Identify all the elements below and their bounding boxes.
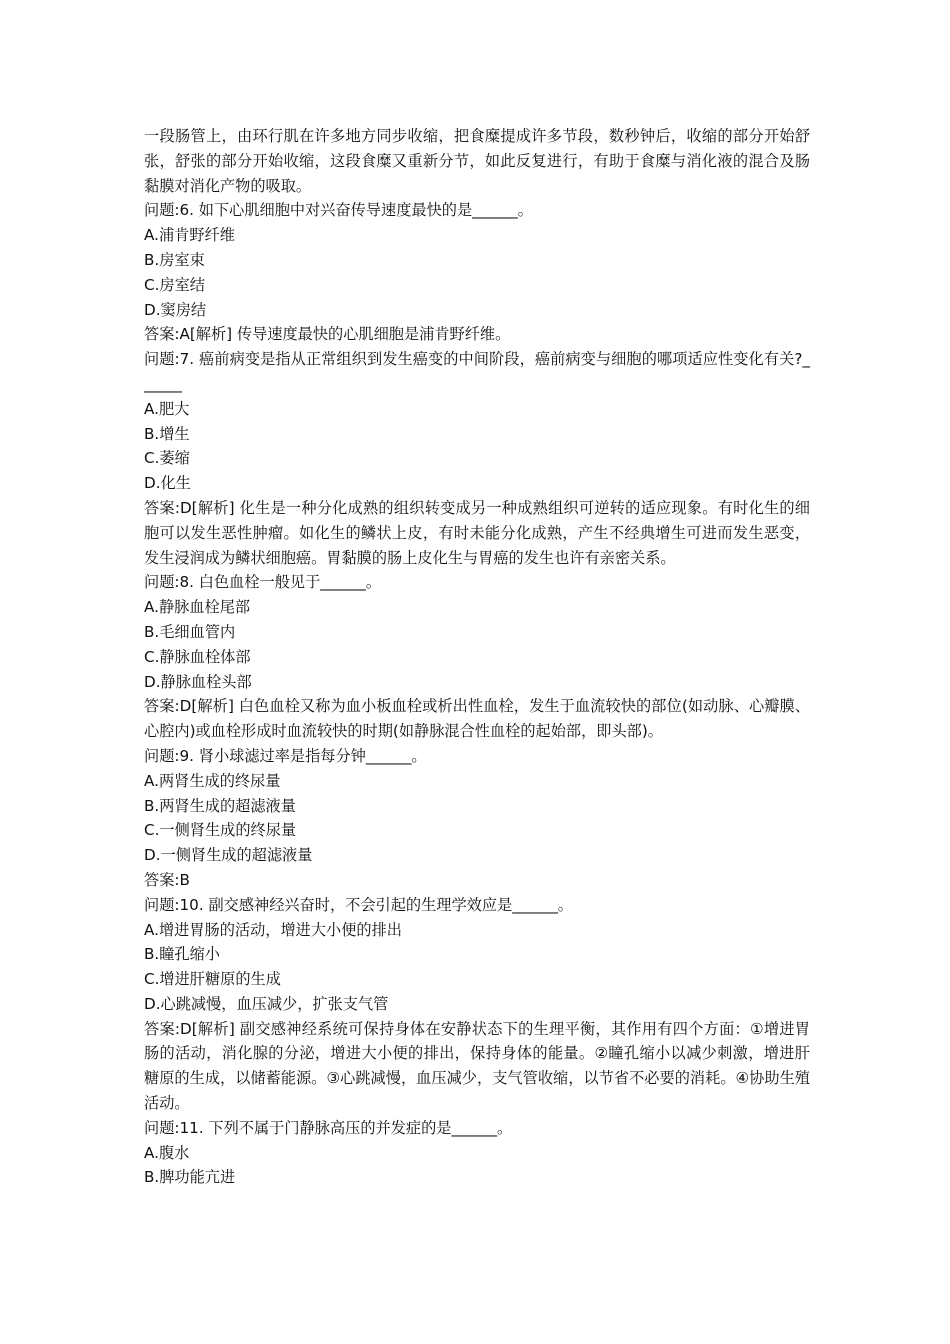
question-8: 问题:8. 白色血栓一般见于______。	[144, 573, 382, 592]
option-c: C.增进肝糖原的生成	[144, 970, 281, 989]
option-d: D.心跳减慢，血压减少，扩张支气管	[144, 994, 389, 1013]
question-7: 问题:7. 癌前病变是指从正常组织到发生癌变的中间阶段，癌前病变与细胞的哪项适应性变化有关?______	[144, 350, 810, 393]
document-body	[144, 124, 810, 1190]
answer-10: 答案:D[解析] 副交感神经系统可保持身体在安静状态下的生理平衡，其作用有四个方面：①增进胃肠的活动，消化腺的分泌，增进大小便的排出，保持身体的能量。②瞳孔缩小以减少刺激，增进肝糖原的生成，以储蓄能源。③心跳减慢，血压减少，支气管收缩，以节省不必要的消耗。④协助生殖活动。	[144, 1019, 810, 1113]
option-c: C.房室结	[144, 275, 205, 294]
question-6: 问题:6. 如下心肌细胞中对兴奋传导速度最快的是______。	[144, 201, 533, 220]
option-d: D.窦房结	[144, 300, 207, 319]
question-10: 问题:10. 副交感神经兴奋时，不会引起的生理学效应是______。	[144, 895, 573, 914]
option-a: A.两肾生成的终尿量	[144, 771, 281, 790]
text-paragraph: 一段肠管上，由环行肌在许多地方同步收缩，把食糜提成许多节段，数秒钟后，收缩的部分开始舒张，舒张的部分开始收缩，这段食糜又重新分节，如此反复进行，有助于食糜与消化液的混合及肠黏膜对消化产物的吸取。	[144, 127, 810, 195]
option-a: A.肥大	[144, 399, 190, 418]
option-b: B.增生	[144, 424, 190, 443]
option-d: D.化生	[144, 474, 191, 493]
option-b: B.毛细血管内	[144, 622, 236, 641]
question-11: 问题:11. 下列不属于门静脉高压的并发症的是______。	[144, 1118, 513, 1137]
option-a: A.静脉血栓尾部	[144, 598, 251, 617]
option-b: B.脾功能亢进	[144, 1168, 236, 1187]
option-b: B.瞳孔缩小	[144, 945, 220, 964]
option-c: C.静脉血栓体部	[144, 647, 251, 666]
option-c: C.萎缩	[144, 449, 190, 468]
question-9: 问题:9. 肾小球滤过率是指每分钟______。	[144, 746, 427, 765]
option-a: A.增进胃肠的活动，增进大小便的排出	[144, 920, 402, 939]
option-d: D.静脉血栓头部	[144, 672, 252, 691]
answer-9: 答案:B	[144, 870, 190, 889]
option-d: D.一侧肾生成的超滤液量	[144, 846, 313, 865]
option-b: B.两肾生成的超滤液量	[144, 796, 296, 815]
answer-7: 答案:D[解析] 化生是一种分化成熟的组织转变成另一种成熟组织可逆转的适应现象。有时化生的细胞可以发生恶性肿瘤。如化生的鳞状上皮，有时未能分化成熟，产生不经典增生可进而发生恶变，发生浸润成为鳞状细胞癌。胃黏膜的肠上皮化生与胃癌的发生也许有亲密关系。	[144, 498, 810, 567]
answer-6: 答案:A[解析] 传导速度最快的心肌细胞是浦肯野纤维。	[144, 325, 511, 344]
option-a: A.浦肯野纤维	[144, 226, 235, 245]
option-a: A.腹水	[144, 1143, 190, 1162]
option-c: C.一侧肾生成的终尿量	[144, 821, 297, 840]
option-b: B.房室束	[144, 250, 205, 269]
answer-8: 答案:D[解析] 白色血栓又称为血小板血栓或析出性血栓，发生于血流较快的部位(如动脉、心瓣膜、心腔内)或血栓形成时血流较快的时期(如静脉混合性血栓的起始部，即头部)。	[144, 697, 810, 741]
